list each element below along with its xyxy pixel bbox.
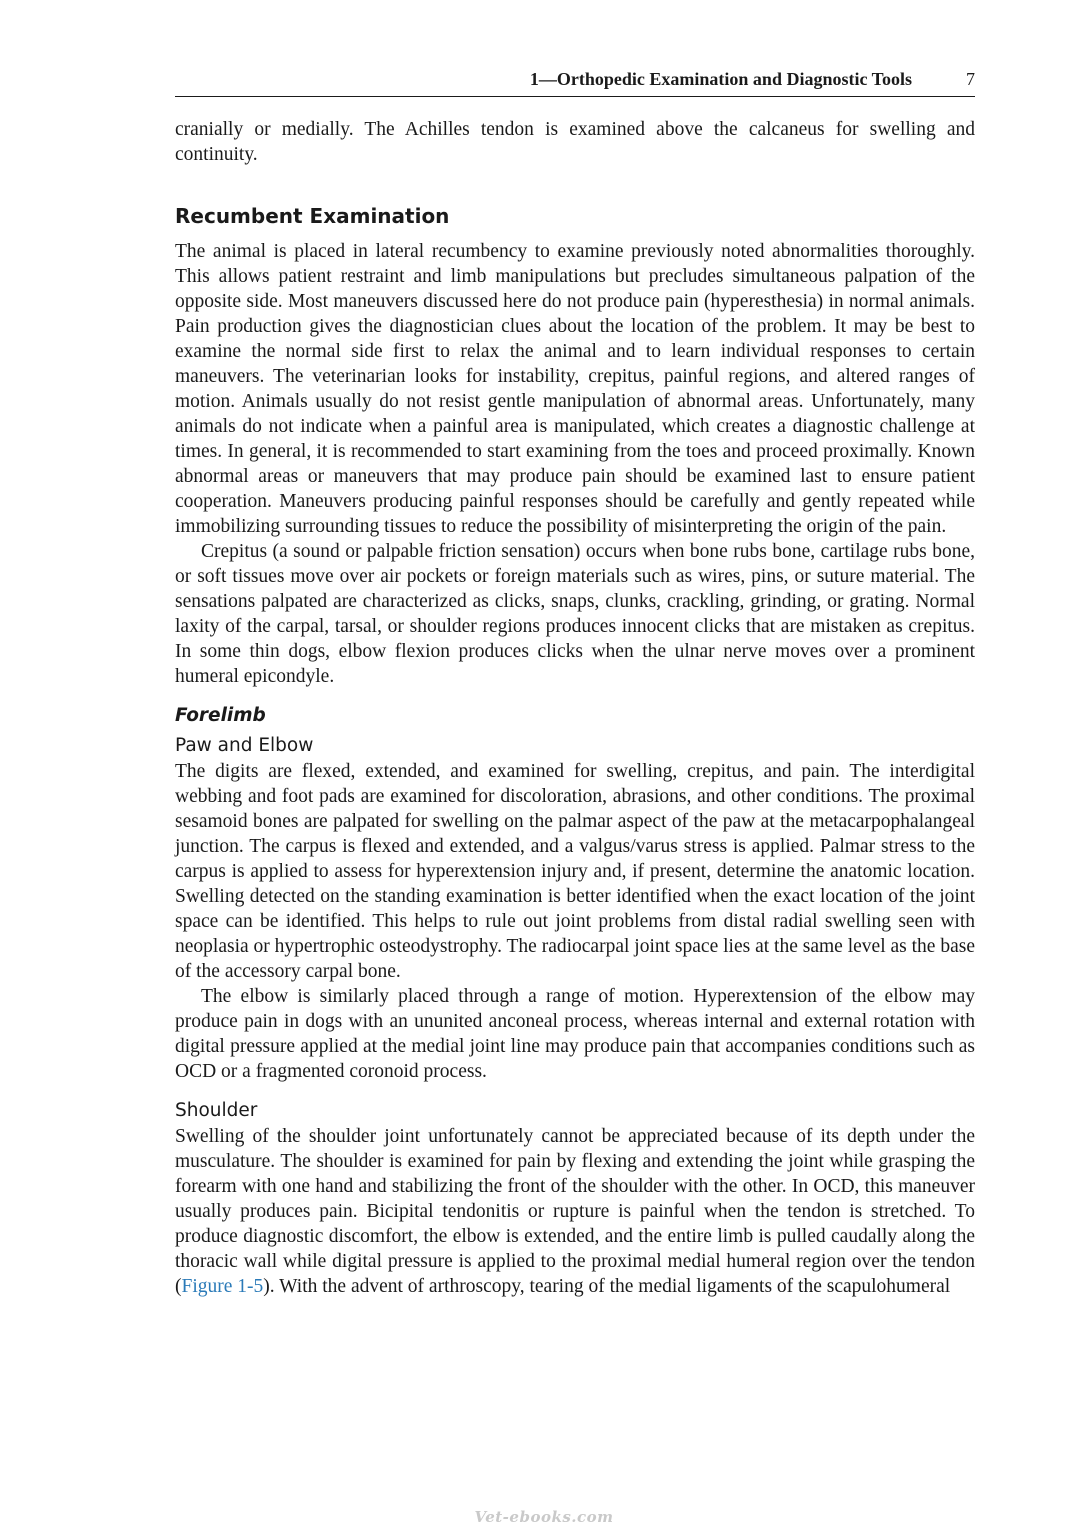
intro-paragraph: cranially or medially. The Achilles tendon is examined above the calcaneus for swelling and continuity. bbox=[175, 119, 975, 165]
paw-paragraph-2: The elbow is similarly placed through a range of motion. Hyperextension of the elbow may produce pain in dogs with an ununited anconeal process, whereas internal and external rotation with digital pressure applied at the medial joint line may produce pain that accompanies conditions such as OCD or a fragmented coronoid process. bbox=[175, 986, 975, 1082]
forelimb-title: Forelimb bbox=[175, 705, 266, 726]
paw-paragraph-1: The digits are flexed, extended, and examined for swelling, crepitus, and pain. The interdigital webbing and foot pads are examined for discoloration, abrasions, and other conditions. The proximal sesamoid bones are palpated for swelling on the palmar aspect of the paw at the metacarpophalangeal junction. The carpus is flexed and extended, and a valgus/varus stress is applied. Palmar stress to the carpus is applied to assess for hyperextension injury and, if present, determine the anatomic location. Swelling detected on the standing examination is better identified when the exact location of the joint space can be identified. This helps to rule out joint problems from distal radial swelling seen with neoplasia or hypertrophic osteodystrophy. The radiocarpal joint space lies at the same level as the base of the accessory carpal bone. bbox=[175, 761, 975, 982]
shoulder-text-before-link: Swelling of the shoulder joint unfortunately cannot be appreciated because of its depth under the musculature. The shoulder is examined for pain by flexing and extending the joint while grasping the forearm with one hand and stabilizing the front of the shoulder with the other. In OCD, this maneuver usually produces pain. Bicipital tendonitis or rupture is painful when the tendon is stretched. To produce diagnostic discomfort, the elbow is extended, and the entire limb is pulled caudally along the thoracic wall while digital pressure is applied to the proximal medial humeral region over the tendon ( bbox=[175, 1126, 975, 1297]
chapter-title: 1—Orthopedic Examination and Diagnostic Tools bbox=[529, 69, 912, 89]
shoulder-title: Shoulder bbox=[175, 1100, 258, 1121]
running-header bbox=[175, 66, 975, 97]
book-page bbox=[175, 66, 975, 1299]
recumbent-paragraph-1: The animal is placed in lateral recumbency to examine previously noted abnormalities thoroughly. This allows patient restraint and limb manipulations but precludes simultaneous palpation of the opposite side. Most maneuvers discussed here do not produce pain (hyperesthesia) in normal animals. Pain production gives the diagnostician clues about the location of the problem. It may be best to examine the normal side first to relax the animal and to learn individual responses to certain maneuvers. The veterinarian looks for instability, crepitus, painful regions, and altered ranges of motion. Animals usually do not resist gentle manipulation of abnormal areas. Unfortunately, many animals do not indicate when a painful area is manipulated, which creates a diagnostic challenge at times. In general, it is recommended to start examining from the toes and proceed proximally. Known abnormal areas or maneuvers that may produce pain should be examined last to ensure patient cooperation. Maneuvers producing painful responses should be carefully and gently repeated while immobilizing surrounding tissues to reduce the possibility of misinterpreting the origin of the pain. bbox=[175, 241, 975, 537]
watermark-logo: Vet-ebooks.com bbox=[474, 1508, 614, 1526]
paw-elbow-title: Paw and Elbow bbox=[175, 735, 314, 756]
shoulder-paragraph-1 bbox=[175, 1124, 975, 1299]
body-text bbox=[175, 117, 975, 1299]
recumbent-paragraph-2: Crepitus (a sound or palpable friction sensation) occurs when bone rubs bone, cartilage rubs bone, or soft tissues move over air pockets or foreign materials such as wires, pins, or suture material. The sensations palpated are characterized as clicks, snaps, clunks, crackling, grinding, or grating. Normal laxity of the carpal, tarsal, or shoulder regions produces innocent clicks that are mistaken as crepitus. In some thin dogs, elbow flexion produces clicks when the ulnar nerve moves over a prominent humeral epicondyle. bbox=[175, 541, 975, 687]
figure-link[interactable]: Figure 1-5 bbox=[181, 1276, 264, 1297]
section-title: Recumbent Examination bbox=[175, 204, 450, 228]
shoulder-text-after-link: ). With the advent of arthroscopy, tearing of the medial ligaments of the scapulohumeral bbox=[263, 1276, 951, 1297]
page-number: 7 bbox=[966, 69, 975, 89]
